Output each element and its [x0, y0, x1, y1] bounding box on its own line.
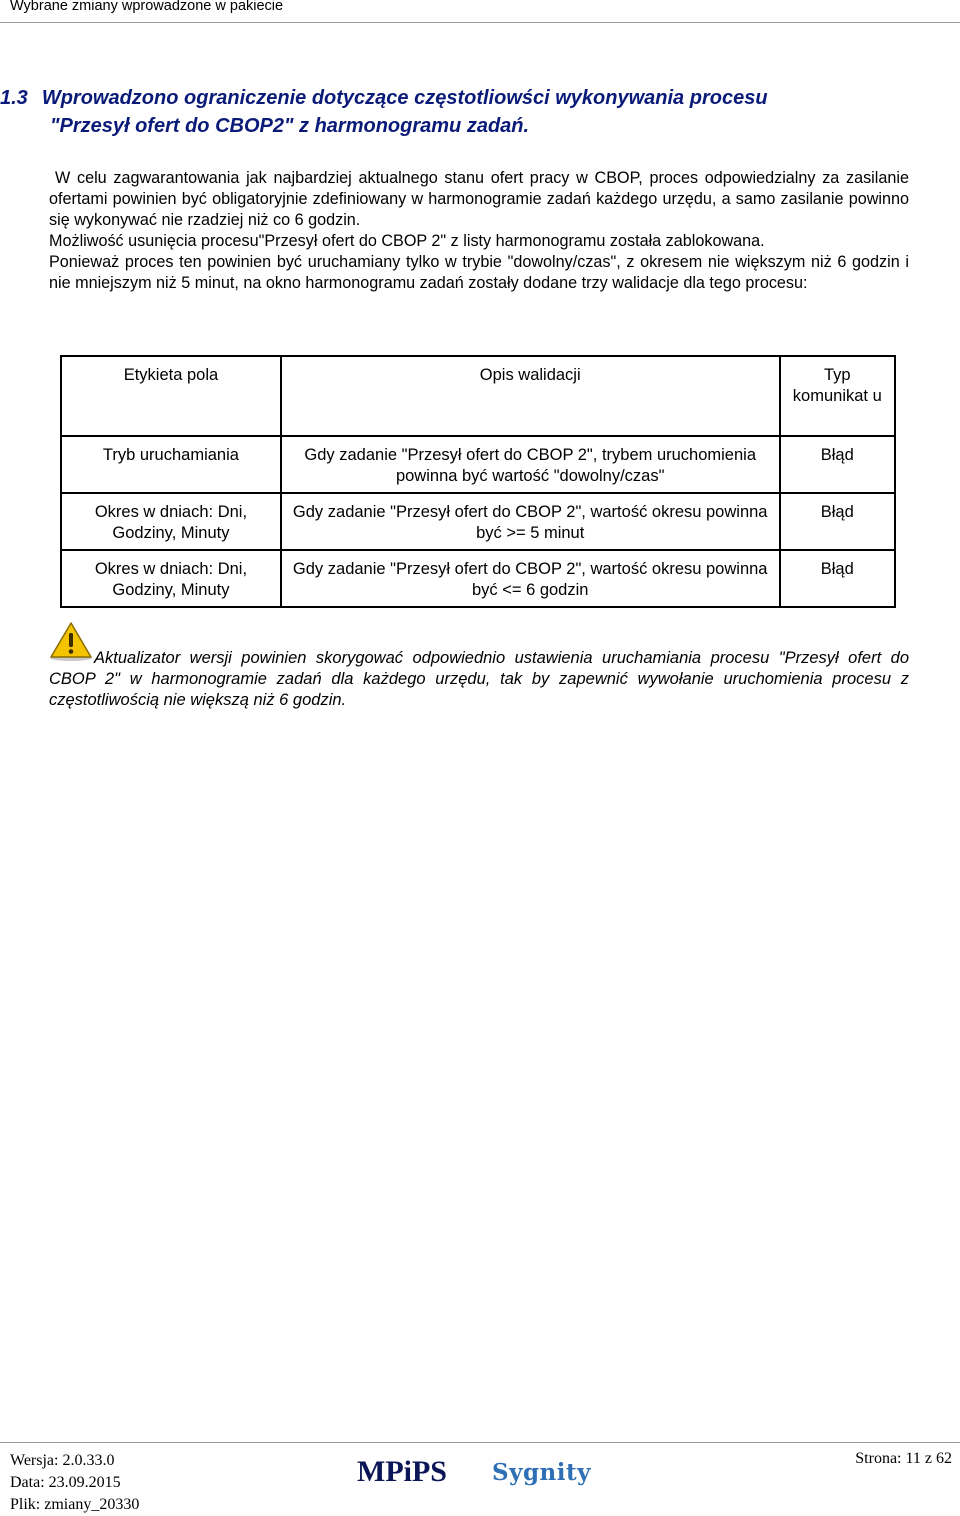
table-cell: Błąd [780, 550, 895, 607]
table-cell: Gdy zadanie "Przesył ofert do CBOP 2", trybem uruchomienia powinna być wartość "dowolny/czas" [281, 436, 780, 493]
section-title-line2: "Przesył ofert do CBOP2" z harmonogramu zadań. [50, 115, 530, 137]
section-heading [0, 84, 900, 140]
table-header-row [61, 356, 895, 436]
page-header [0, 0, 960, 23]
section-number: 1.3 [0, 87, 28, 109]
header-title: Wybrane zmiany wprowadzone w pakiecie [10, 0, 284, 14]
table-cell: Błąd [780, 493, 895, 550]
table-cell: Gdy zadanie "Przesył ofert do CBOP 2", wartość okresu powinna być >= 5 minut [281, 493, 780, 550]
sygnity-logo: Sygnity [492, 1459, 592, 1486]
table-cell: Gdy zadanie "Przesył ofert do CBOP 2", wartość okresu powinna być <= 6 godzin [281, 550, 780, 607]
table-row [61, 550, 895, 607]
footer-page-number: Strona: 11 z 62 [855, 1450, 952, 1467]
page-footer [0, 1442, 960, 1516]
footer-date: Data: 23.09.2015 [10, 1474, 121, 1491]
table-cell: Okres w dniach: Dni, Godziny, Minuty [61, 493, 281, 550]
footer-meta [10, 1450, 139, 1516]
body-text [49, 168, 909, 294]
header-cell: Typ komunikat u [780, 356, 895, 436]
table-cell: Okres w dniach: Dni, Godziny, Minuty [61, 550, 281, 607]
mpips-logo: MPiPS [357, 1455, 447, 1488]
table-row [61, 493, 895, 550]
paragraph-1: W celu zagwarantowania jak najbardziej aktualnego stanu ofert pracy w CBOP, proces odpowiedzialny za zasilanie ofertami powinien być obligatoryjnie zdefiniowany w harmonogramie zadań każdego urzędu, a samo zasilanie powinno się wykonywać nie rzadziej niż co 6 godzin. [49, 169, 909, 229]
paragraph-3: Ponieważ proces ten powinien być uruchamiany tylko w trybie "dowolny/czas", z okresem nie większym niż 6 godzin i nie mniejszym niż 5 minut, na okno harmonogramu zadań zostały dodane trzy walidacje dla tego procesu: [49, 253, 909, 292]
validation-table [60, 355, 896, 608]
table-cell: Błąd [780, 436, 895, 493]
footer-file: Plik: zmiany_20330 [10, 1496, 140, 1513]
footer-version: Wersja: 2.0.33.0 [10, 1452, 115, 1469]
paragraph-2: Możliwość usunięcia procesu"Przesył ofert do CBOP 2" z listy harmonogramu została zablokowana. [49, 232, 765, 250]
table-cell: Tryb uruchamiania [61, 436, 281, 493]
section-title-line1: Wprowadzono ograniczenie dotyczące częstotliowści wykonywania procesu [41, 87, 768, 109]
header-cell: Opis walidacji [281, 356, 780, 436]
warning-note [49, 620, 909, 711]
header-cell: Etykieta pola [61, 356, 281, 436]
warning-text: Aktualizator wersji powinien skorygować odpowiednio ustawienia uruchamiania procesu "Przesył ofert do CBOP 2" w harmonogramie zadań dla każdego urzędu, tak by zapewnić wywołanie uruchomienia procesu z częstotliwością nie większą niż 6 godzin. [49, 649, 909, 709]
table-row [61, 436, 895, 493]
